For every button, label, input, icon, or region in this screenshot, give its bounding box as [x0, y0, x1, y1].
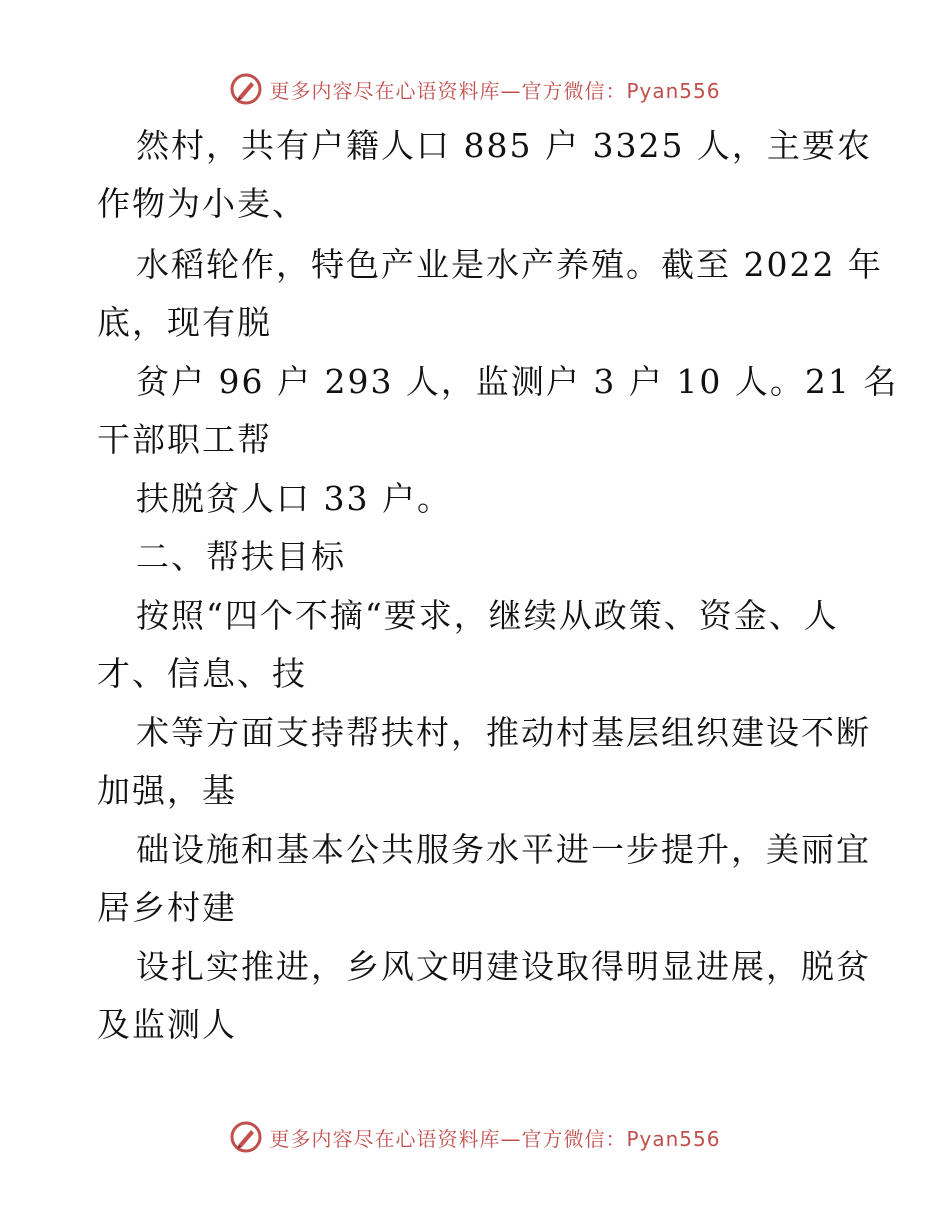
body-line: 底，现有脱 — [97, 303, 272, 342]
body-line: 扶脱贫人口 33 户。 — [136, 479, 452, 518]
header-banner — [0, 72, 950, 106]
body-line: 居乡村建 — [97, 888, 237, 927]
body-line: 按照“四个不摘“要求，继续从政策、资金、人 — [136, 596, 839, 635]
body-line: 加强，基 — [97, 771, 237, 810]
body-line: 设扎实推进，乡风文明建设取得明显进展，脱贫 — [136, 947, 871, 986]
body-line: 才、信息、技 — [97, 654, 307, 693]
body-line: 础设施和基本公共服务水平进一步提升，美丽宜 — [136, 830, 871, 869]
body-line: 术等方面支持帮扶村，推动村基层组织建设不断 — [136, 713, 871, 752]
body-line: 然村，共有户籍人口 885 户 3325 人，主要农 — [136, 126, 872, 165]
body-line: 贫户 96 户 293 人，监测户 3 户 10 人。21 名 — [136, 362, 899, 401]
body-line: 及监测人 — [97, 1005, 237, 1044]
pen-circle-logo-icon — [229, 72, 263, 106]
body-line: 作物为小麦、 — [97, 184, 307, 223]
header-banner-text: 更多内容尽在心语资料库—官方微信：Pyan556 — [269, 78, 721, 103]
body-line: 水稻轮作，特色产业是水产养殖。截至 2022 年 — [136, 245, 883, 284]
section-heading: 二、帮扶目标 — [136, 537, 346, 576]
pen-circle-logo-icon — [229, 1120, 263, 1154]
footer-banner-text: 更多内容尽在心语资料库—官方微信：Pyan556 — [269, 1126, 721, 1151]
footer-banner — [0, 1120, 950, 1154]
body-line: 干部职工帮 — [97, 420, 272, 459]
